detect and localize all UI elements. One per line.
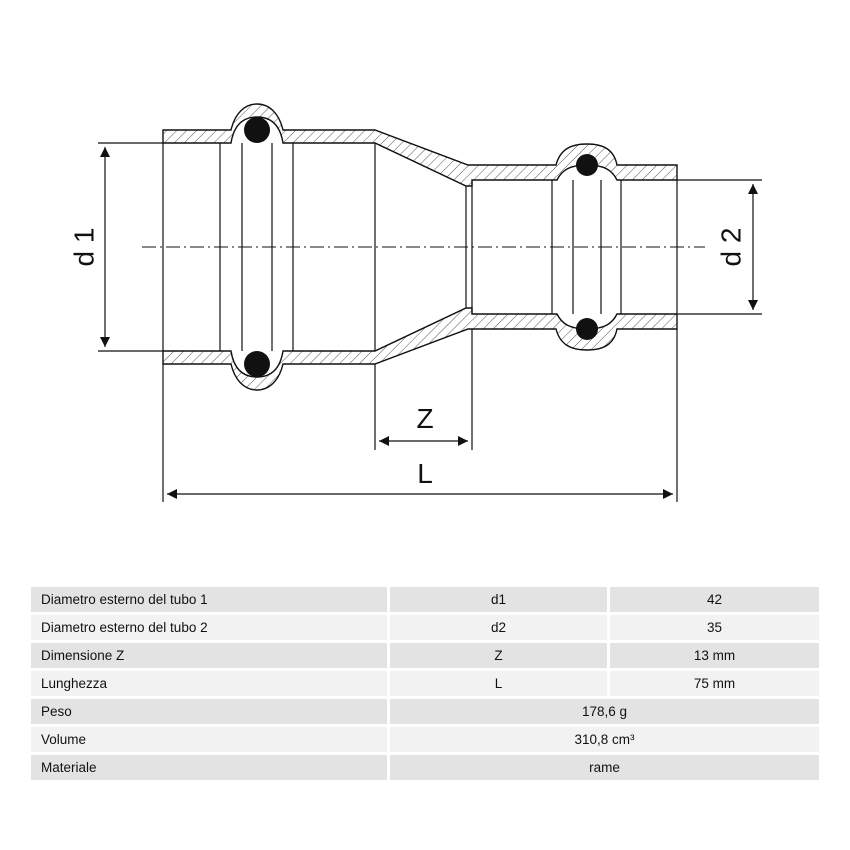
- bottom-wall-large: [163, 308, 677, 390]
- seal-bottom-small: [576, 318, 598, 340]
- row-value: 42: [610, 587, 819, 612]
- table-row: [31, 699, 819, 724]
- table-row: [31, 643, 819, 668]
- table-row: [31, 587, 819, 612]
- seal-bottom-large: [244, 351, 270, 377]
- row-label: Dimensione Z: [31, 643, 387, 668]
- row-value: rame: [390, 755, 819, 780]
- row-label: Diametro esterno del tubo 1: [31, 587, 387, 612]
- table-row: [31, 727, 819, 752]
- row-value: 75 mm: [610, 671, 819, 696]
- row-label: Peso: [31, 699, 387, 724]
- row-symbol: L: [390, 671, 607, 696]
- row-symbol: d1: [390, 587, 607, 612]
- specs-table: [28, 584, 822, 783]
- top-wall-large: [163, 104, 677, 186]
- seal-top-large: [244, 117, 270, 143]
- z-label: Z: [416, 403, 434, 434]
- row-label: Lunghezza: [31, 671, 387, 696]
- table-row: [31, 671, 819, 696]
- row-value: 310,8 cm³: [390, 727, 819, 752]
- row-symbol: d2: [390, 615, 607, 640]
- table-row: [31, 755, 819, 780]
- row-value: 13 mm: [610, 643, 819, 668]
- seal-top-small: [576, 154, 598, 176]
- table-row: [31, 615, 819, 640]
- row-value: 178,6 g: [390, 699, 819, 724]
- row-symbol: Z: [390, 643, 607, 668]
- l-label: L: [417, 458, 433, 489]
- row-label: Materiale: [31, 755, 387, 780]
- d2-label: d 2: [715, 227, 747, 267]
- row-label: Diametro esterno del tubo 2: [31, 615, 387, 640]
- row-label: Volume: [31, 727, 387, 752]
- d1-label: d 1: [68, 227, 100, 267]
- row-value: 35: [610, 615, 819, 640]
